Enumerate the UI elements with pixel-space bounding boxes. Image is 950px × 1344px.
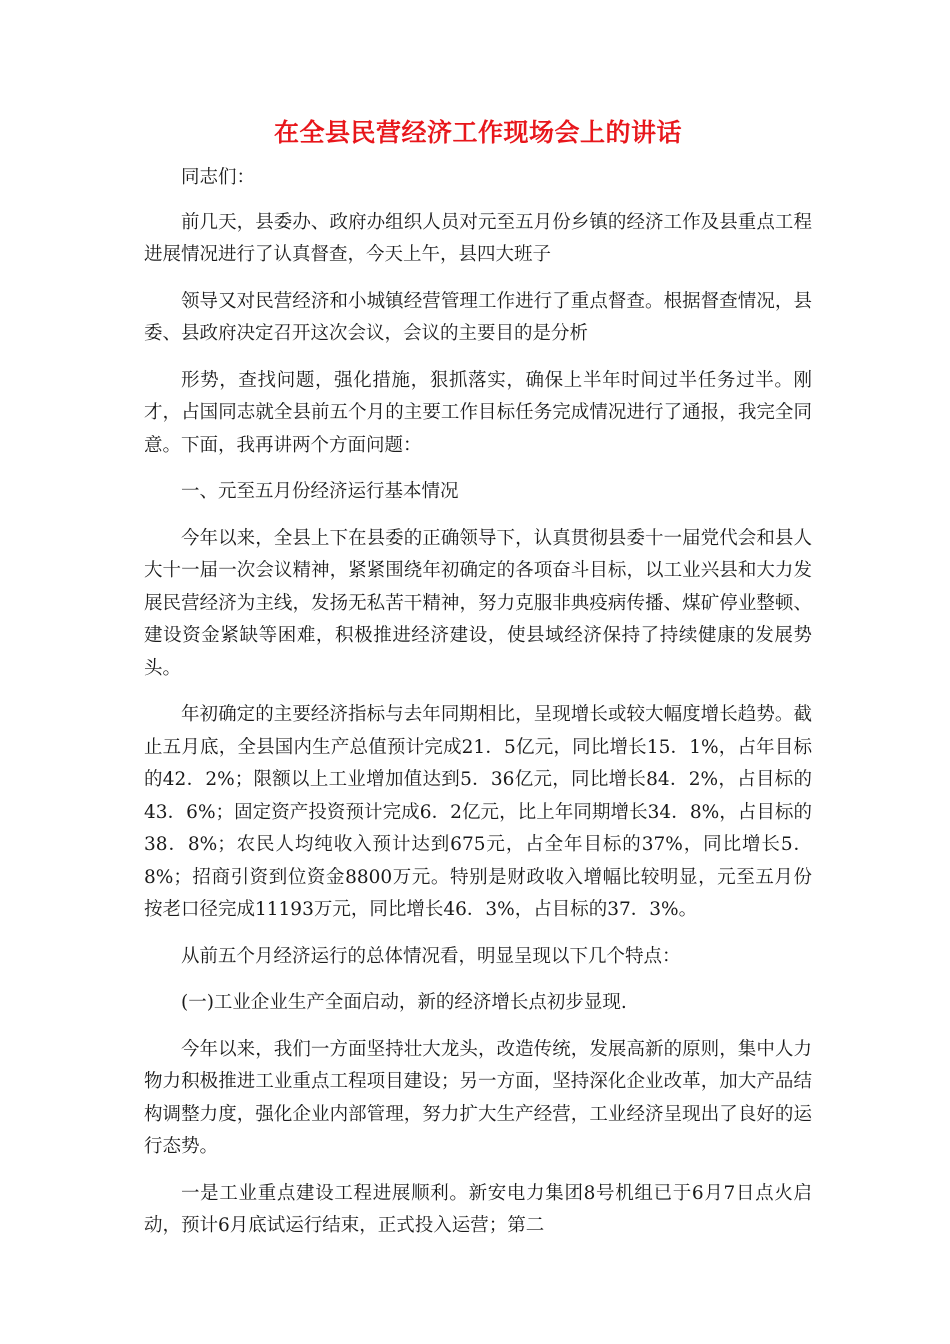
section-heading: 一、元至五月份经济运行基本情况 — [181, 481, 459, 502]
salutation: 同志们： — [181, 167, 256, 188]
paragraph: 从前五个月经济运行的总体情况看，明显呈现以下几个特点： — [181, 945, 681, 967]
paragraph: 领导又对民营经济和小城镇经营管理工作进行了重点督查。根据督查情况，县委、县政府决定召开这次会议，会议的主要目的是分析 — [144, 290, 812, 344]
paragraph: 今年以来，我们一方面坚持壮大龙头，改造传统，发展高新的原则，集中人力物力积极推进工业重点工程项目建设；另一方面，坚持深化企业改革，加大产品结构调整力度，强化企业内部管理，努力扩大生产经营，工业经济呈现出了良好的运行态势。 — [144, 1038, 812, 1157]
document-title: 在全县民营经济工作现场会上的讲话 — [273, 118, 682, 147]
paragraph: 一是工业重点建设工程进展顺利。新安电力集团8号机组已于6月7日点火启动，预计6月底试运行结束，正式投入运营；第二 — [144, 1182, 812, 1236]
subsection-heading: (一)工业企业生产全面启动，新的经济增长点初步显现. — [181, 992, 627, 1013]
paragraph: 年初确定的主要经济指标与去年同期相比，呈现增长或较大幅度增长趋势。截止五月底，全县国内生产总值预计完成21．5亿元，同比增长15．1%，占年目标的42．2%；限额以上工业增加值达到5．36亿元，同比增长84．2%，占目标的43．6%；固定资产投资预计完成6．2亿元，比上年同期增长34．8%，占目标的38．8%；农民人均纯收入预计达到675元，占全年目标的37%，同比增长5．8%；招商引资到位资金8800万元。特别是财政收入增幅比较明显，元至五月份按老口径完成11193万元，同比增长46．3%，占目标的37．3%。 — [144, 704, 812, 920]
paragraph: 今年以来，全县上下在县委的正确领导下，认真贯彻县委十一届党代会和县人大十一届一次会议精神，紧紧围绕年初确定的各项奋斗目标，以工业兴县和大力发展民营经济为主线，发扬无私苦干精神，努力克服非典疫病传播、煤矿停业整顿、建设资金紧缺等困难，积极推进经济建设，使县域经济保持了持续健康的发展势头。 — [144, 527, 812, 679]
document-page — [144, 112, 812, 1257]
paragraph: 前几天，县委办、政府办组织人员对元至五月份乡镇的经济工作及县重点工程进展情况进行了认真督查，今天上午，县四大班子 — [144, 211, 812, 265]
paragraph: 形势，查找问题，强化措施，狠抓落实，确保上半年时间过半任务过半。刚才，占国同志就全县前五个月的主要工作目标任务完成情况进行了通报，我完全同意。下面，我再讲两个方面问题： — [144, 369, 812, 456]
